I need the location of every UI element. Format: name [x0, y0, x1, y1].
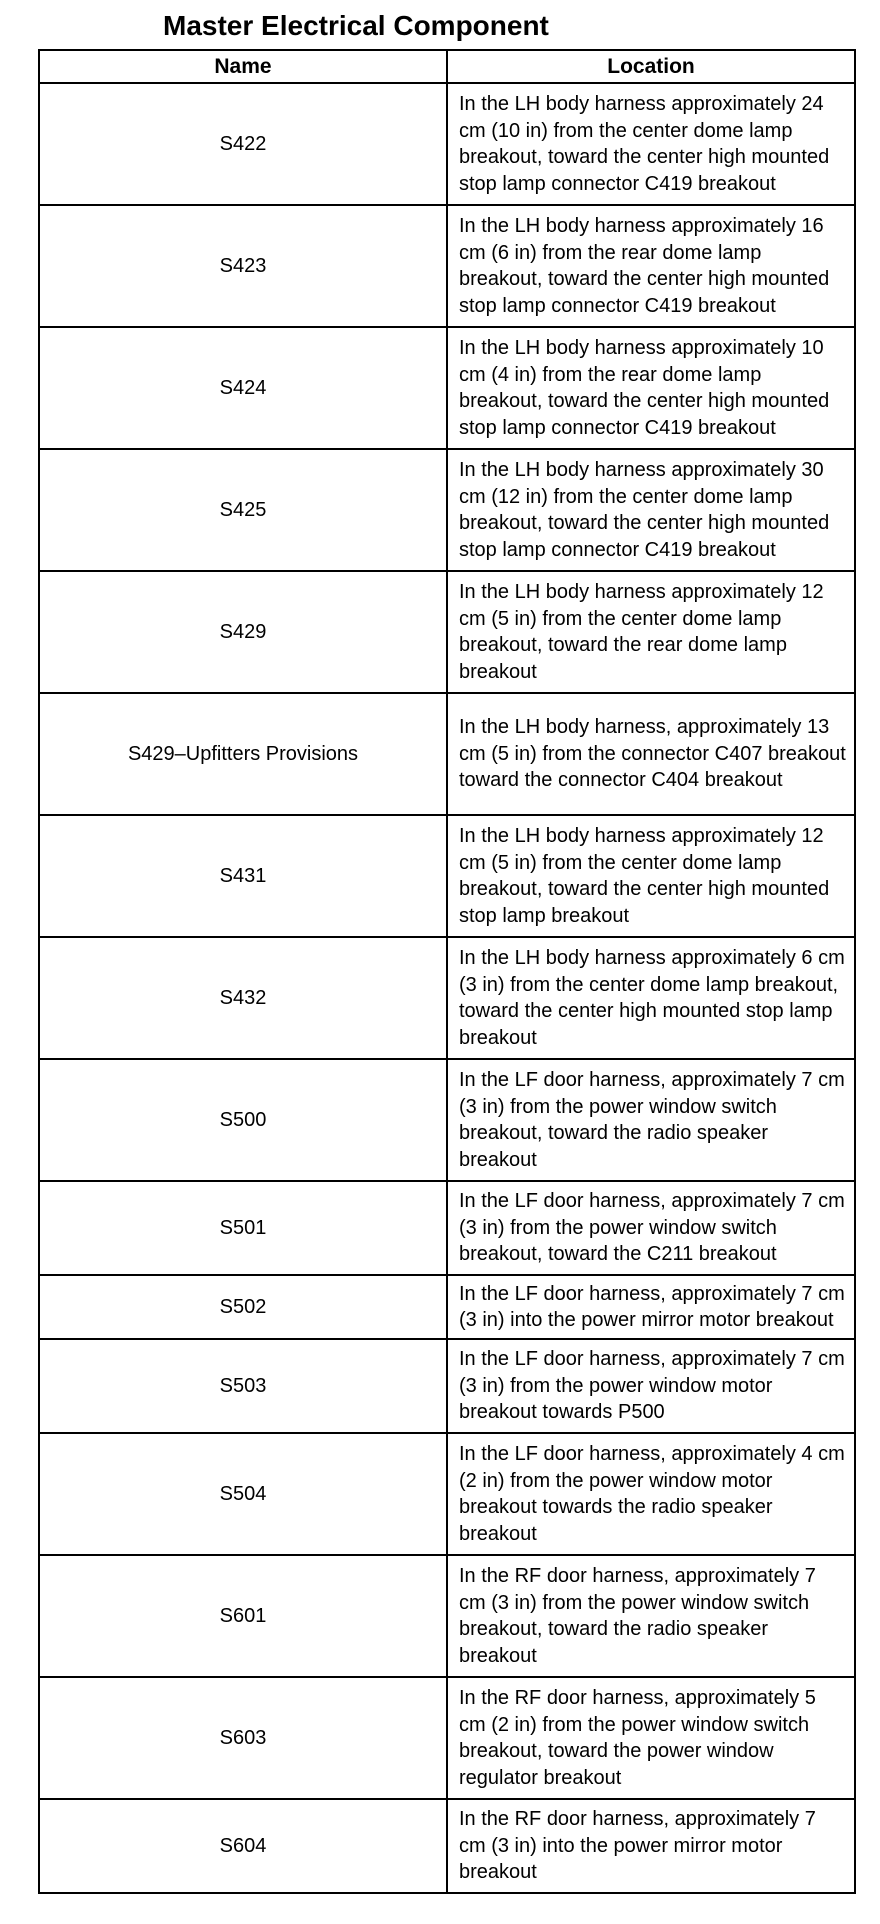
table-row: [39, 571, 855, 693]
component-location: In the LH body harness approximately 10 cm (4 in) from the rear dome lamp breakout, toward the center high mounted stop lamp connector C419 breakout: [447, 327, 855, 449]
component-name: S429–Upfitters Provisions: [39, 693, 447, 815]
table-header-row: [39, 50, 855, 83]
table-row: [39, 1433, 855, 1555]
table-row: [39, 1677, 855, 1799]
component-name: S425: [39, 449, 447, 571]
page-title: Master Electrical Component: [163, 10, 549, 41]
table-row: [39, 327, 855, 449]
component-location: In the LH body harness approximately 16 cm (6 in) from the rear dome lamp breakout, toward the center high mounted stop lamp connector C419 breakout: [447, 205, 855, 327]
component-location: In the LH body harness approximately 30 cm (12 in) from the center dome lamp breakout, toward the center high mounted stop lamp connector C419 breakout: [447, 449, 855, 571]
component-name: S429: [39, 571, 447, 693]
table-row: [39, 1799, 855, 1893]
table-row: [39, 1059, 855, 1181]
component-location: In the LF door harness, approximately 7 cm (3 in) from the power window motor breakout towards P500: [447, 1339, 855, 1433]
table-row: [39, 1275, 855, 1339]
table-row: [39, 1555, 855, 1677]
component-name: S501: [39, 1181, 447, 1275]
component-location: In the LH body harness, approximately 13 cm (5 in) from the connector C407 breakout toward the connector C404 breakout: [447, 693, 855, 815]
component-name: S503: [39, 1339, 447, 1433]
table-row: [39, 937, 855, 1059]
table-row: [39, 815, 855, 937]
component-location: In the RF door harness, approximately 5 cm (2 in) from the power window switch breakout, toward the power window regulator breakout: [447, 1677, 855, 1799]
component-name: S500: [39, 1059, 447, 1181]
component-name: S424: [39, 327, 447, 449]
component-name: S423: [39, 205, 447, 327]
name-column-header: Name: [39, 50, 447, 83]
table-row: [39, 205, 855, 327]
component-location: In the LF door harness, approximately 4 cm (2 in) from the power window motor breakout towards the radio speaker breakout: [447, 1433, 855, 1555]
component-location: In the LF door harness, approximately 7 cm (3 in) from the power window switch breakout, toward the radio speaker breakout: [447, 1059, 855, 1181]
location-column-header: Location: [447, 50, 855, 83]
table-row: [39, 449, 855, 571]
component-name: S422: [39, 83, 447, 205]
component-location: In the LH body harness approximately 6 cm (3 in) from the center dome lamp breakout, toward the center high mounted stop lamp breakout: [447, 937, 855, 1059]
component-name: S431: [39, 815, 447, 937]
component-location: In the LH body harness approximately 12 cm (5 in) from the center dome lamp breakout, toward the center high mounted stop lamp breakout: [447, 815, 855, 937]
table-row: [39, 693, 855, 815]
component-table: [38, 49, 856, 1894]
component-location: In the LH body harness approximately 12 cm (5 in) from the center dome lamp breakout, toward the rear dome lamp breakout: [447, 571, 855, 693]
table-row: [39, 1181, 855, 1275]
component-location: In the LH body harness approximately 24 cm (10 in) from the center dome lamp breakout, toward the center high mounted stop lamp connector C419 breakout: [447, 83, 855, 205]
component-name: S432: [39, 937, 447, 1059]
component-name: S504: [39, 1433, 447, 1555]
component-name: S502: [39, 1275, 447, 1339]
component-name: S601: [39, 1555, 447, 1677]
component-name: S604: [39, 1799, 447, 1893]
table-row: [39, 83, 855, 205]
component-location: In the RF door harness, approximately 7 cm (3 in) from the power window switch breakout, toward the radio speaker breakout: [447, 1555, 855, 1677]
table-row: [39, 1339, 855, 1433]
component-location: In the LF door harness, approximately 7 cm (3 in) from the power window switch breakout, toward the C211 breakout: [447, 1181, 855, 1275]
component-location: In the LF door harness, approximately 7 cm (3 in) into the power mirror motor breakout: [447, 1275, 855, 1339]
component-name: S603: [39, 1677, 447, 1799]
component-location: In the RF door harness, approximately 7 cm (3 in) into the power mirror motor breakout: [447, 1799, 855, 1893]
